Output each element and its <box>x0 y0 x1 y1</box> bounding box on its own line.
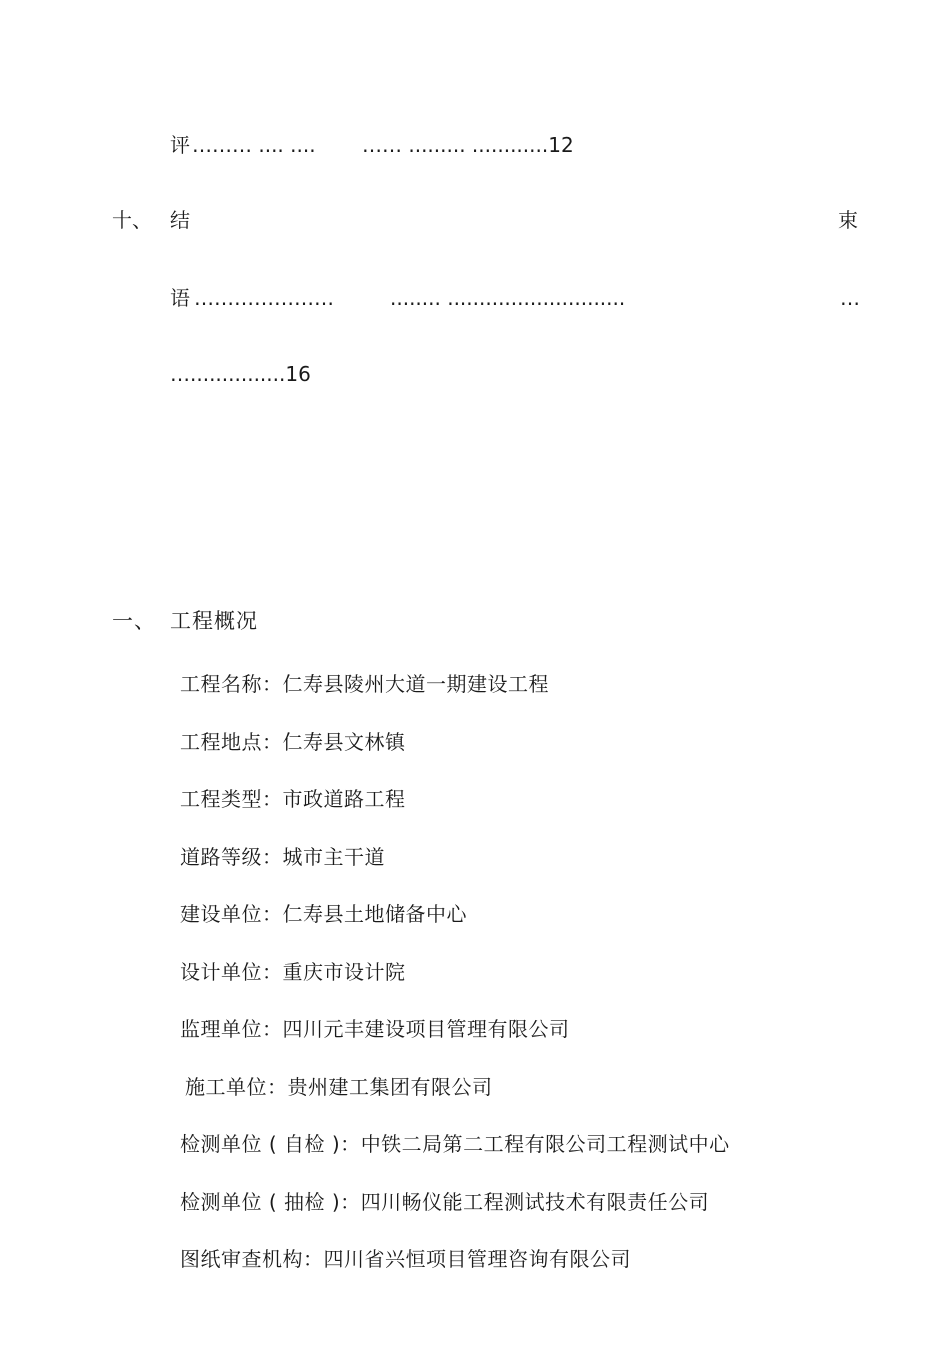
field-label: 建设单位： <box>180 902 283 926</box>
field-value: 中铁二局第二工程有限公司工程测试中心 <box>360 1132 730 1156</box>
field-label: 图纸审查机构： <box>180 1247 324 1271</box>
toc-item-number: 十、 <box>112 208 152 232</box>
field-value: 仁寿县土地储备中心 <box>282 902 467 926</box>
field-value: 重庆市设计院 <box>282 960 406 984</box>
field-value: 贵州建工集团有限公司 <box>287 1075 493 1099</box>
field-value: 四川畅仪能工程测试技术有限责任公司 <box>360 1190 710 1214</box>
field-label: 工程名称： <box>180 672 283 696</box>
toc-line-char: 语 <box>170 286 190 310</box>
field-supervision-unit <box>180 1017 570 1041</box>
toc-leader-dots: ………………… <box>194 286 334 310</box>
field-label: 工程地点： <box>180 730 283 754</box>
field-label: 施工单位： <box>185 1075 288 1099</box>
toc-leader-dots: ........ ............................ <box>390 286 626 310</box>
field-project-name <box>180 672 549 696</box>
section-title: 工程概况 <box>170 609 258 633</box>
field-testing-unit-sampling <box>180 1190 709 1214</box>
field-value: 市政道路工程 <box>282 787 406 811</box>
field-value: 仁寿县陵州大道一期建设工程 <box>282 672 549 696</box>
field-project-location <box>180 730 406 754</box>
field-label: 检测单位 ( 自检 )： <box>180 1132 361 1156</box>
field-value: 四川省兴恒项目管理咨询有限公司 <box>323 1247 631 1271</box>
field-label: 工程类型： <box>180 787 283 811</box>
toc-leader-dots: … <box>840 286 860 310</box>
field-value: 城市主干道 <box>282 845 385 869</box>
toc-item-title-end: 束 <box>838 208 858 232</box>
toc-leader-page: …...............16 <box>170 362 311 386</box>
field-drawing-review-agency <box>180 1247 631 1271</box>
field-construction-unit <box>180 902 467 926</box>
field-contractor-unit <box>185 1075 493 1099</box>
toc-leader-dots: ……… .... .... <box>192 133 316 157</box>
field-value: 仁寿县文林镇 <box>282 730 406 754</box>
field-label: 检测单位 ( 抽检 )： <box>180 1190 361 1214</box>
field-label: 设计单位： <box>180 960 283 984</box>
field-design-unit <box>180 960 406 984</box>
section-number: 一、 <box>112 609 156 633</box>
field-label: 道路等级： <box>180 845 283 869</box>
toc-line-char: 评 <box>170 133 190 157</box>
field-road-grade <box>180 845 385 869</box>
field-label: 监理单位： <box>180 1017 283 1041</box>
toc-item-title-start: 结 <box>170 208 190 232</box>
field-project-type <box>180 787 406 811</box>
field-value: 四川元丰建设项目管理有限公司 <box>282 1017 570 1041</box>
field-testing-unit-self <box>180 1132 730 1156</box>
toc-leader-page: …… ......... ............12 <box>362 133 574 157</box>
